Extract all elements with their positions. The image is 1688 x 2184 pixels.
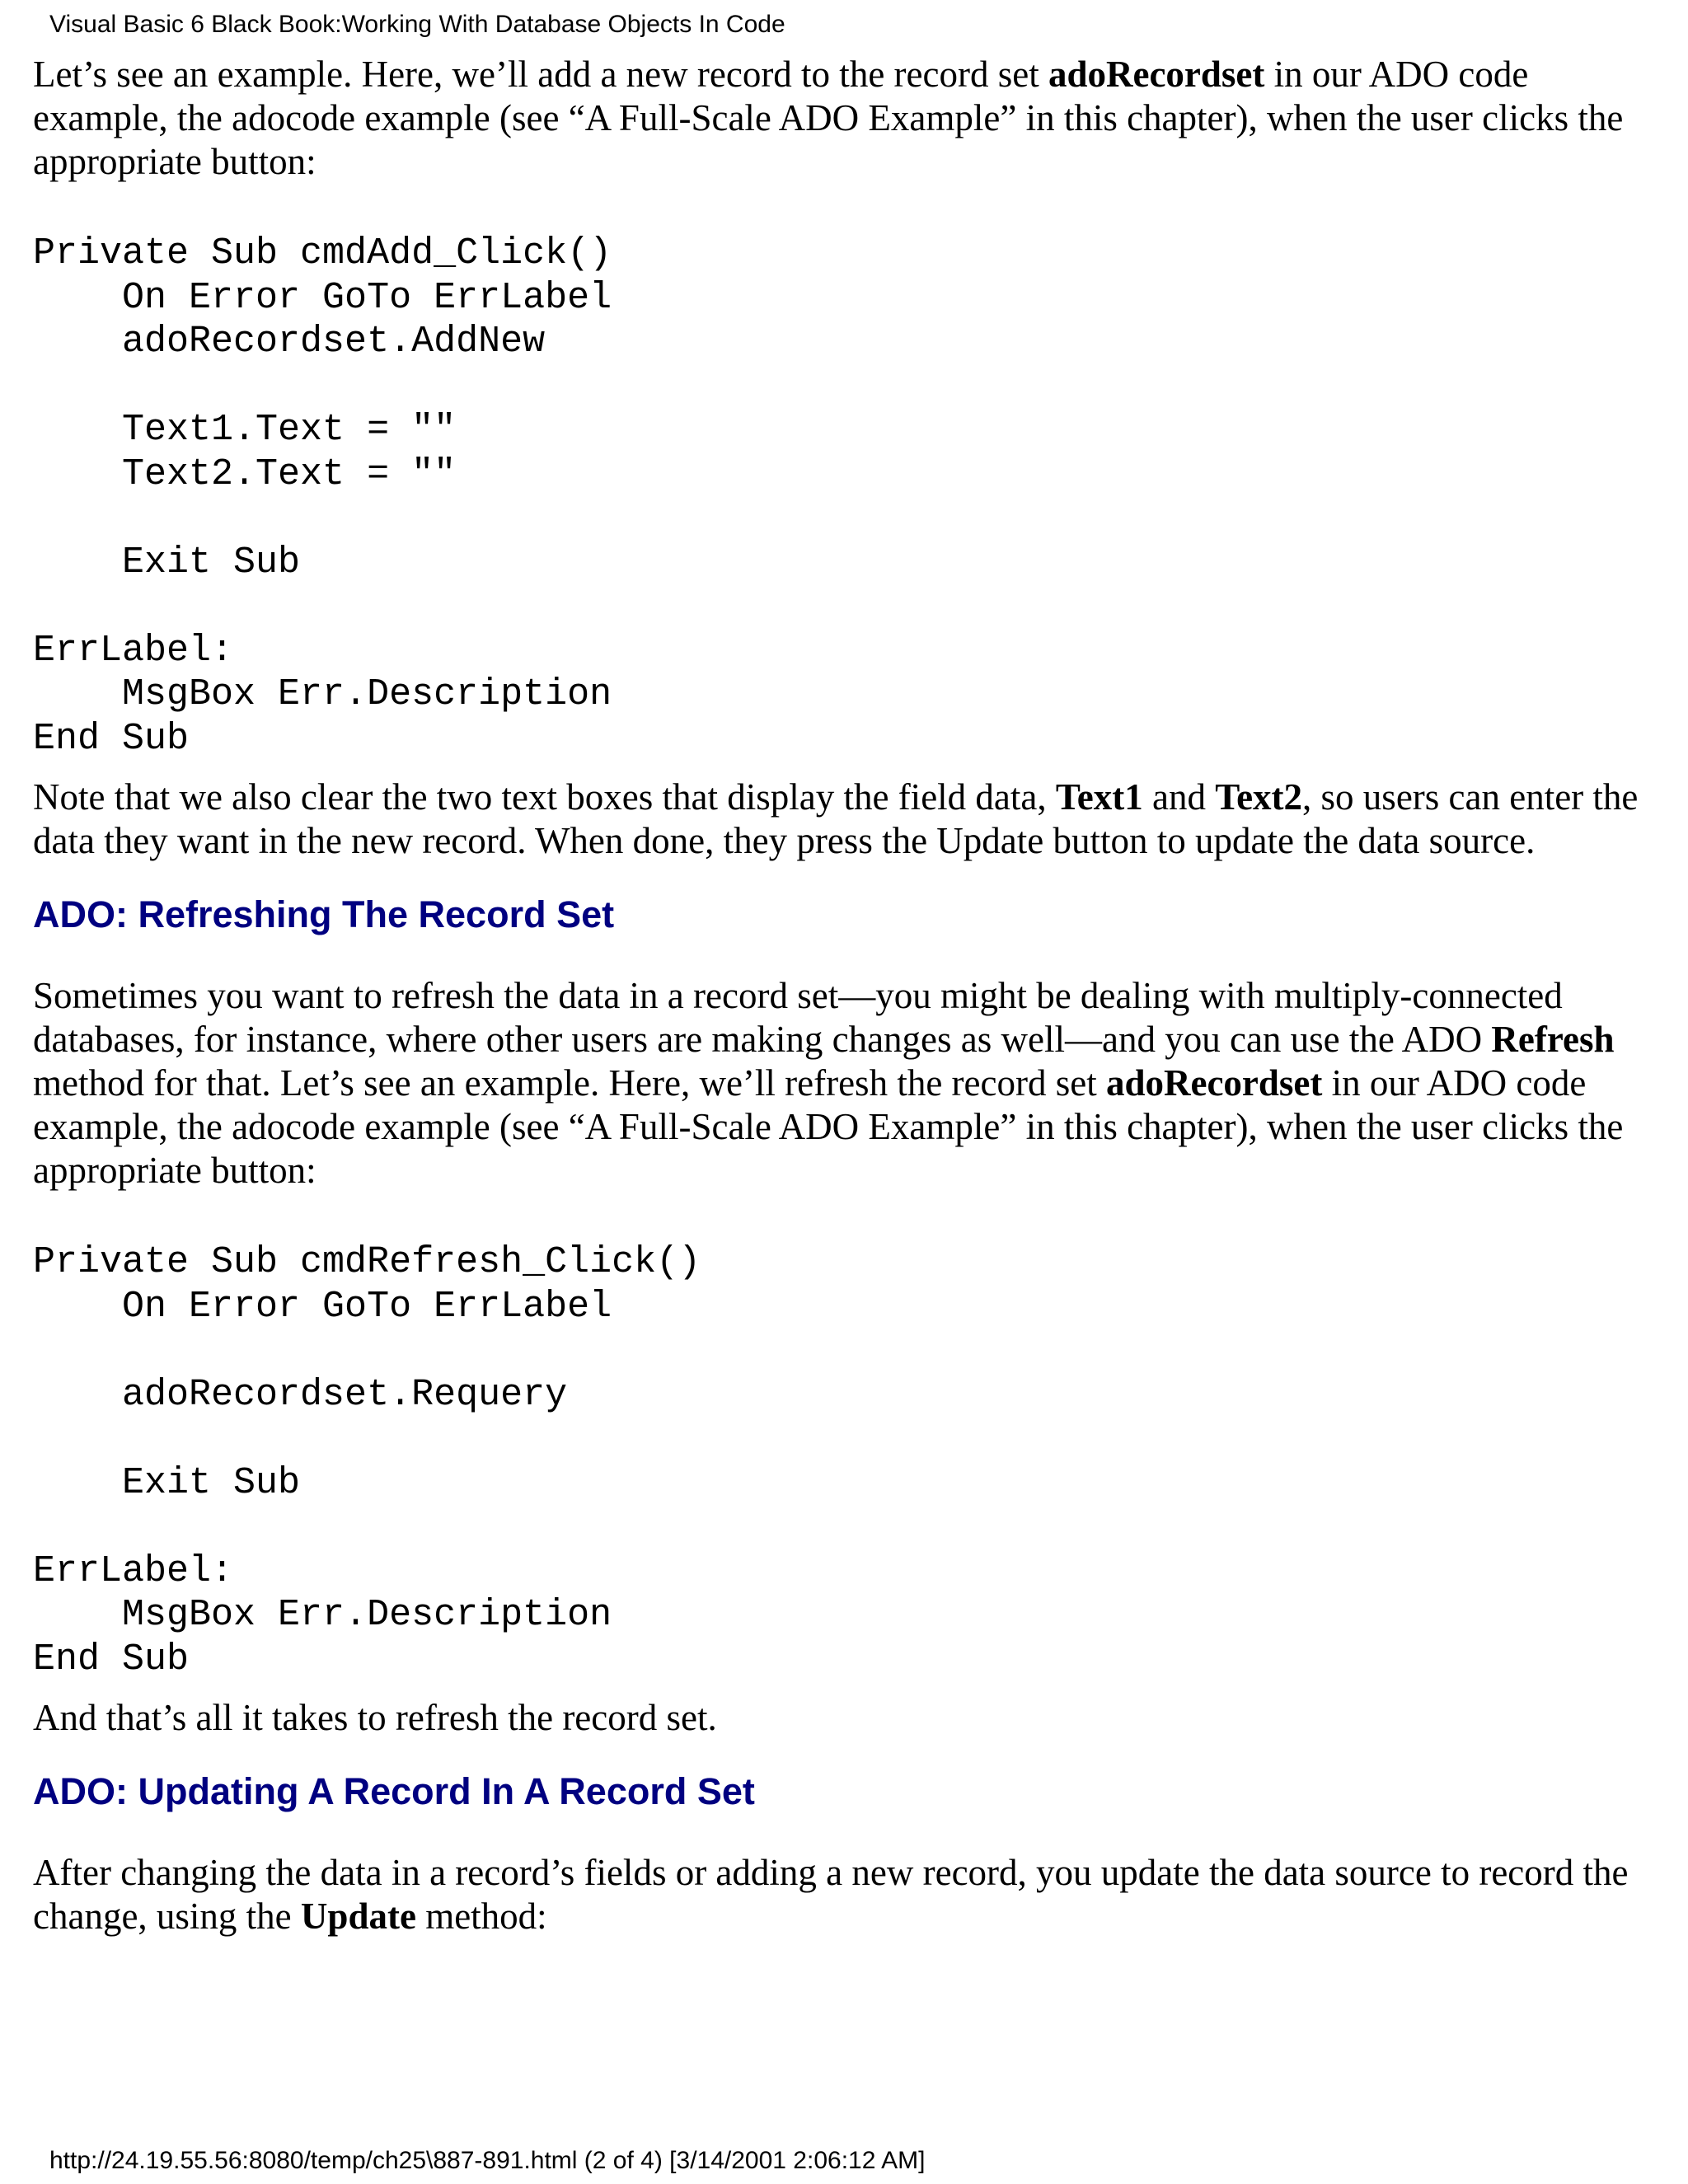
note-bold-text2: Text2: [1215, 776, 1303, 818]
note-paragraph: [33, 776, 1655, 863]
document-body: [33, 53, 1655, 1938]
note-text-1: Note that we also clear the two text boxes that display the field data,: [33, 776, 1056, 818]
refresh-text-1: Sometimes you want to refresh the data in a record set—you might be dealing with multiply-connected databases, for instance, where other users are making changes as well—and you can use the ADO: [33, 975, 1563, 1060]
refresh-summary-paragraph: And that’s all it takes to refresh the record set.: [33, 1697, 717, 1738]
update-text-2: method:: [415, 1896, 547, 1937]
page-footer-url: http://24.19.55.56:8080/temp/ch25\887-891.html (2 of 4) [3/14/2001 2:06:12 AM]: [49, 2147, 926, 2174]
refresh-text-2: method for that. Let’s see an example. Here, we’ll refresh the record set: [33, 1062, 1106, 1104]
update-paragraph: [33, 1851, 1655, 1938]
refresh-text-3: in our ADO code example, the adocode example (see “A Full-Scale ADO Example” in this chapter), when the user clicks the appropriate button:: [33, 1062, 1624, 1191]
refresh-bold-refresh: Refresh: [1491, 1019, 1615, 1060]
section-heading-refreshing: ADO: Refreshing The Record Set: [33, 893, 615, 935]
code-block-refresh: Private Sub cmdRefresh_Click() On Error GoTo ErrLabel adoRecordset.Requery Exit Sub ErrLabel: MsgBox Err.Description End Sub: [33, 1241, 701, 1680]
intro-text-2: in our ADO code example, the adocode example (see “A Full-Scale ADO Example” in this chapter), when the user clicks the appropriate button:: [33, 54, 1624, 182]
code-block-add: Private Sub cmdAdd_Click() On Error GoTo ErrLabel adoRecordset.AddNew Text1.Text = "" Text2.Text = "" Exit Sub ErrLabel: MsgBox Err.Description End Sub: [33, 232, 612, 760]
intro-bold-adorecordset: adoRecordset: [1048, 54, 1265, 95]
intro-paragraph: [33, 53, 1655, 184]
update-text-1: After changing the data in a record’s fields or adding a new record, you update the data source to record the change, using the: [33, 1852, 1629, 1937]
intro-text-1: Let’s see an example. Here, we’ll add a new record to the record set: [33, 54, 1048, 95]
note-text-2: and: [1142, 776, 1216, 818]
section-heading-updating: ADO: Updating A Record In A Record Set: [33, 1770, 755, 1812]
update-bold-update: Update: [300, 1896, 416, 1937]
refresh-bold-adorecordset: adoRecordset: [1105, 1062, 1323, 1104]
page-header: Visual Basic 6 Black Book:Working With Database Objects In Code: [49, 11, 785, 38]
note-text-3: , so users can enter the data they want in the new record. When done, they press the Update button to update the data source.: [33, 776, 1639, 861]
refresh-paragraph: [33, 974, 1655, 1193]
note-bold-text1: Text1: [1055, 776, 1143, 818]
